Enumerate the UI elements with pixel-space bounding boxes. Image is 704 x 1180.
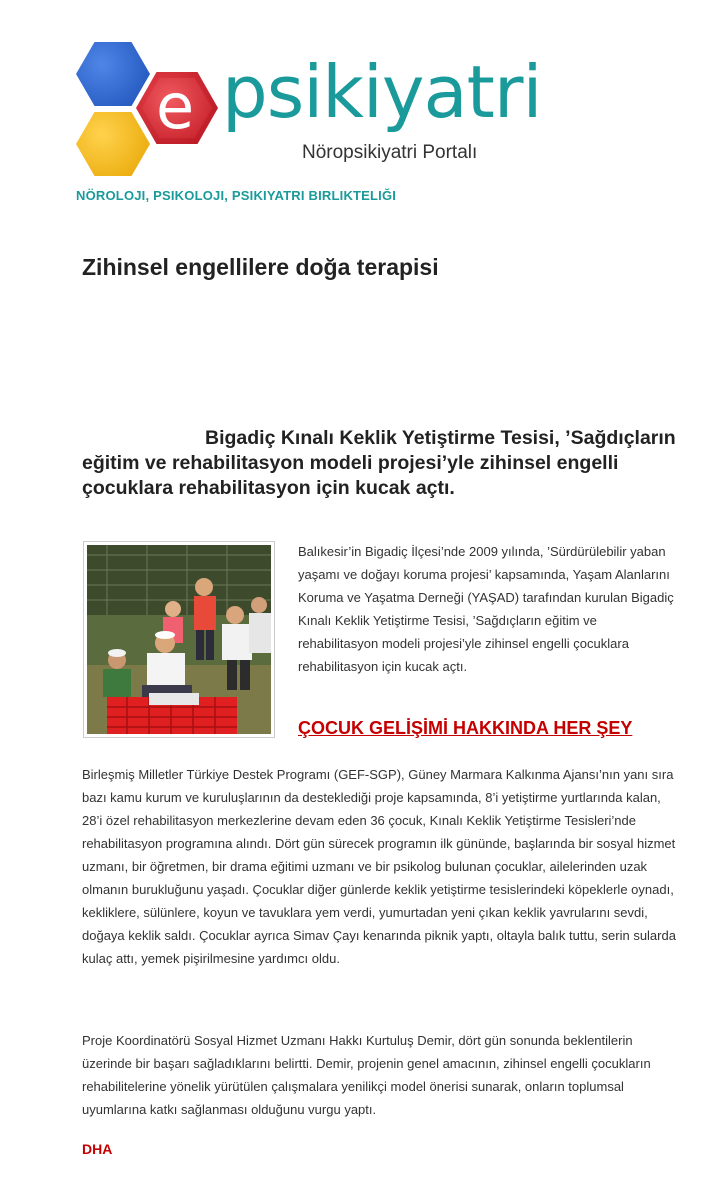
article-photo [83, 541, 275, 738]
article-paragraph: Proje Koordinatörü Sosyal Hizmet Uzmanı Hakkı Kurtuluş Demir, dört gün sonunda beklentilerin üzerinde bir başarı sağladıklarını belirtti. Demir, projenin genel amacının, zihinsel engelli çocukların rehabilitelerine yönelik yürütülen çalışmalara yenilikçi model önerisi sunarak, onların toplumsal uyumlarına katkı sağlanması olduğunu vurgu yaptı. [82, 1033, 651, 1117]
logo-subtitle: Nöropsikiyatri Portalı [302, 142, 478, 163]
logo-hexagon-blue [76, 42, 150, 106]
site-tagline: NÖROLOJI, PSIKOLOJI, PSIKIYATRI BIRLIKTELIĞI [76, 188, 397, 203]
article-lead: Bigadiç Kınalı Keklik Yetiştirme Tesisi, ’Sağdıçların eğitim ve rehabilitasyon modeli projesi’yle zihinsel engelli çocuklara rehabilitasyon için kucak açtı. [82, 427, 676, 499]
logo-letter: e [156, 70, 195, 143]
site-logo[interactable] [72, 42, 542, 182]
logo-hexagon-gold [76, 112, 150, 176]
promo-link[interactable]: ÇOCUK GELİŞİMİ HAKKINDA HER ŞEY [298, 718, 633, 738]
article-paragraph: Birleşmiş Milletler Türkiye Destek Programı (GEF-SGP), Güney Marmara Kalkınma Ajansı’nın yanı sıra bazı kamu kurum ve kuruluşlarının da desteklediği proje kapsamında, 8’i yetiştirme yurtlarında kalan, 28’i özel rehabilitasyon merkezlerine devam eden 36 çocuk, Kınalı Keklik Yetiştirme Tesisleri’nde rehabilitasyon programına alındı. Dört gün sürecek programın ilk gününde, başlarında bir sosyal hizmet uzmanı, bir öğretmen, bir drama eğitimi uzmanı ve bir psikolog bulunan çocuklar, ailelerinden uzak olmanın burukluğunu yaşadı. Çocuklar diğer günlerde keklik yetiştirme tesislerindeki köpeklerle oynadı, kekliklere, sülünlere, koyun ve tavuklara yem verdi, yumurtadan yeni çıkan keklik yavrularını sevdi, doğaya keklik saldı. Çocuklar ayrıca Simav Çayı kenarında piknik yaptı, oltayla balık tuttu, serin sularda kulaç attı, yemek pişirilmesine yardımcı oldu. [82, 767, 676, 966]
logo-name: psikiyatri [222, 50, 542, 134]
article-source: DHA [82, 1141, 113, 1157]
article-title: Zihinsel engellilere doğa terapisi [82, 254, 439, 280]
article-intro: Balıkesir’in Bigadiç İlçesi’nde 2009 yılında, ’Sürdürülebilir yaban yaşamı ve doğayı koruma projesi’ kapsamında, Yaşam Alanlarını Koruma ve Yaşatma Derneği (YAŞAD) tarafından kurulan Bigadiç Kınalı Keklik Yetiştirme Tesisi, ’Sağdıçların eğitim ve rehabilitasyon modeli projesi’yle zihinsel engelli çocuklara rehabilitasyon için kucak açtı. [298, 544, 674, 674]
article-photo-image [87, 545, 271, 734]
